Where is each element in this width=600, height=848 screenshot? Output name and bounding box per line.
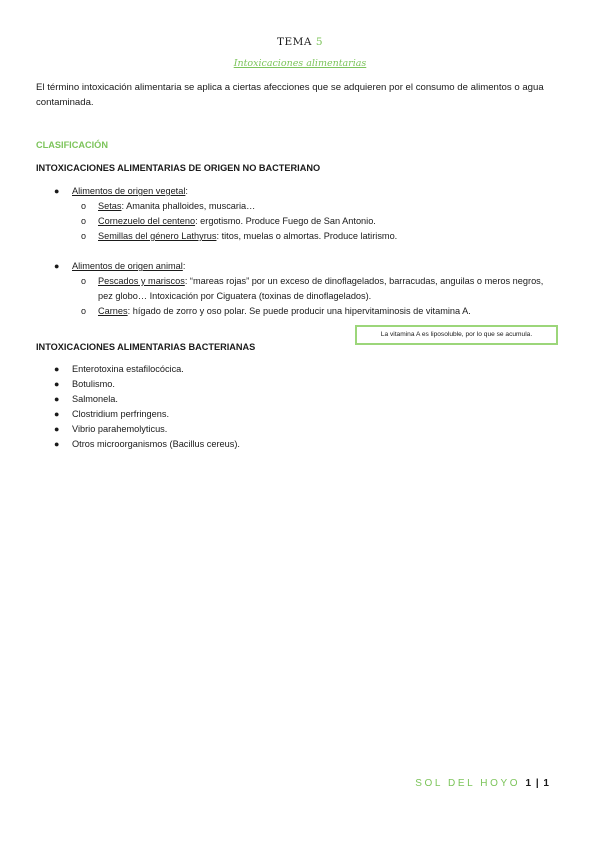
item-text: : Amanita phalloides, muscaria… <box>121 201 256 211</box>
circle-bullet-icon: o <box>81 201 87 211</box>
classification-heading: CLASIFICACIÓN <box>36 140 108 150</box>
item-text: : hígado de zorro y oso polar. Se puede producir una hipervitaminosis de vitamina A. <box>127 306 471 316</box>
item-text: Vibrio parahemolyticus. <box>72 424 168 434</box>
list-item <box>54 377 454 392</box>
list-item <box>54 362 454 377</box>
item-text: : “mareas rojas” por un exceso de dinoflagelados, barracudas, anguilas o meros negros, pez globo… Intoxicación por Ciguatera (toxinas de dinoflagelados). <box>98 276 544 301</box>
list-item <box>54 304 554 319</box>
list-item <box>54 422 454 437</box>
item-text: Enterotoxina estafilocócica. <box>72 364 184 374</box>
item-text: Clostridium perfringens. <box>72 409 170 419</box>
non-bacterial-list <box>54 184 554 319</box>
item-text: : ergotismo. Produce Fuego de San Antonio. <box>195 216 376 226</box>
list-item <box>54 214 554 229</box>
bullet-icon: ● <box>54 424 60 434</box>
title-number: 5 <box>315 36 324 48</box>
list-item <box>54 199 554 214</box>
group-colon: : <box>185 186 188 196</box>
group-vegetal <box>54 184 554 199</box>
non-bacterial-heading: INTOXICACIONES ALIMENTARIAS DE ORIGEN NO BACTERIANO <box>36 163 321 173</box>
item-text: Otros microorganismos (Bacillus cereus). <box>72 439 240 449</box>
bacterial-heading: INTOXICACIONES ALIMENTARIAS BACTERIANAS <box>36 342 256 352</box>
page-subtitle: Intoxicaciones alimentarias <box>233 58 367 69</box>
item-label: Semillas del género Lathyrus <box>98 231 217 241</box>
list-item <box>54 437 454 452</box>
item-label: Setas <box>98 201 122 211</box>
vitamin-note-box: La vitamina A es liposoluble, por lo que se acumula. <box>355 325 558 345</box>
circle-bullet-icon: o <box>81 306 87 316</box>
footer-author: SOL DEL HOYO <box>415 778 521 789</box>
bullet-icon: ● <box>54 439 60 449</box>
bullet-icon: ● <box>54 394 60 404</box>
list-item <box>54 274 554 304</box>
group-label: Alimentos de origen animal <box>72 261 183 271</box>
list-item <box>54 407 454 422</box>
group-label: Alimentos de origen vegetal <box>72 186 186 196</box>
item-text: Salmonela. <box>72 394 118 404</box>
page-footer <box>415 778 550 789</box>
item-label: Carnes <box>98 306 128 316</box>
circle-bullet-icon: o <box>81 231 87 241</box>
group-colon: : <box>182 261 186 271</box>
bullet-icon: ● <box>54 261 60 271</box>
circle-bullet-icon: o <box>81 276 87 286</box>
page-number: 1 | 1 <box>525 778 550 789</box>
page-title <box>0 36 600 48</box>
list-item <box>54 229 554 244</box>
bullet-icon: ● <box>54 186 60 196</box>
title-prefix: TEMA <box>276 36 316 48</box>
item-text: : titos, muelas o almortas. Produce latirismo. <box>216 231 398 241</box>
bullet-icon: ● <box>54 409 60 419</box>
list-item <box>54 392 454 407</box>
group-animal <box>54 259 554 274</box>
intro-paragraph: El término intoxicación alimentaria se aplica a ciertas afecciones que se adquieren por el consumo de alimentos o agua contaminada. <box>36 82 544 108</box>
item-label: Cornezuelo del centeno <box>98 216 196 226</box>
bullet-icon: ● <box>54 364 60 374</box>
item-label: Pescados y mariscos <box>98 276 185 286</box>
bullet-icon: ● <box>54 379 60 389</box>
item-text: Botulismo. <box>72 379 115 389</box>
circle-bullet-icon: o <box>81 216 87 226</box>
bacterial-list <box>54 362 454 452</box>
